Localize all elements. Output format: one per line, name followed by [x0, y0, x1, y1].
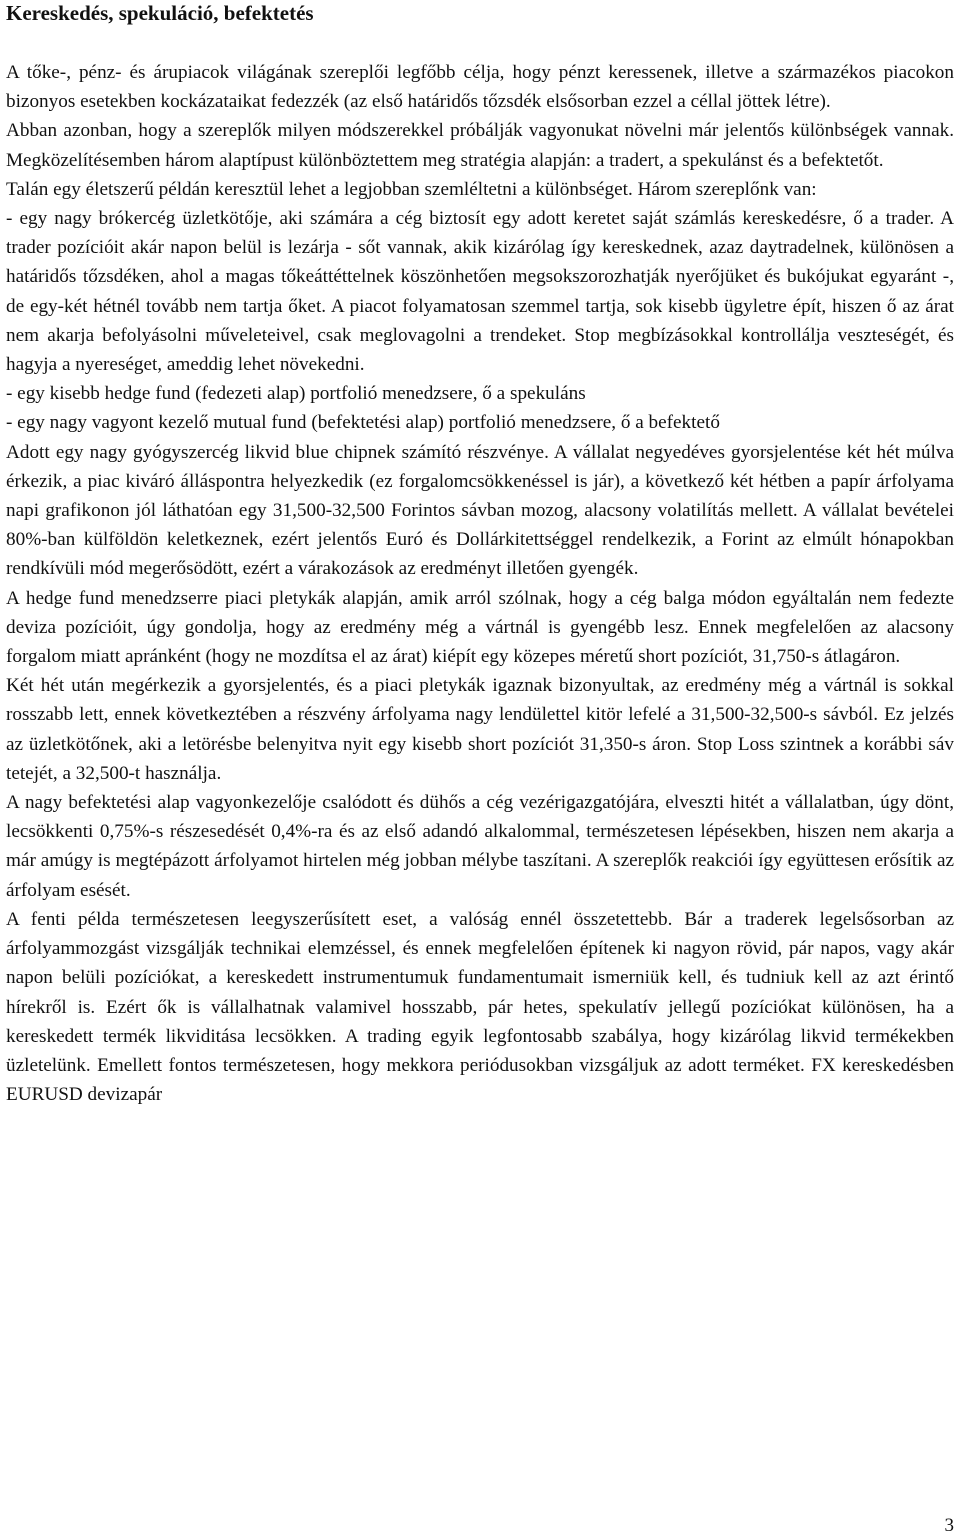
paragraph-breakout: Két hét után megérkezik a gyorsjelentés, és a piaci pletykák igaznak bizonyultak, az eredmény még a vártnál is sokkal rosszabb lett, ennek következtében a részvény árfolyama nagy lendülettel kitör lefelé a 31,500-32,500-s sávból. Ez jelzés az üzletkötőnek, aki a letörésbe belenyitva nyit egy kisebb short pozíciót 31,350-s áron. Stop Loss szintnek a korábbi sáv tetejét, a 32,500-t használja.: [6, 675, 954, 784]
paragraph-example-intro: Talán egy életszerű példán keresztül lehet a legjobban szemléltetni a különbséget. Három szereplőnk van:: [6, 178, 817, 200]
paragraph-hedge-fund: A hedge fund menedzserre piaci pletykák alapján, amik arról szólnak, hogy a cég balga módon egyáltalán nem fedezte deviza pozícióit, úgy gondolja, hogy az eredmény még a vártnál is gyengébb lesz. Ennek megfelelően az alacsony forgalom miatt apránként (hogy ne mozdítsa el az árat) kiépít egy közepes méretű short pozíciót, 31,750-s átlagáron.: [6, 587, 954, 668]
paragraph-speculator: - egy kisebb hedge fund (fedezeti alap) portfolió menedzsere, ő a spekuláns: [6, 383, 586, 405]
paragraph-scenario: Adott egy nagy gyógyszercég likvid blue chipnek számító részvénye. A vállalat negyedéves gyorsjelentése két hét múlva érkezik, a piac kiváró álláspontra helyezkedik (ez forgalomcsökkenéssel is jár), a következő két hétben a papír árfolyama napi grafikonon jól láthatóan egy 31,500-32,500 Forintos sávban mozog, alacsony volatilítás mellett. A vállalat bevételei 80%-ban külföldön keletkeznek, ezért jelentős Euró és Dollárkitettséggel rendelkezik, a Forint az elmúlt hónapokban rendkívüli mód megerősödött, ezért a várakozások az eredményt illetően gyengék.: [6, 441, 954, 580]
document-body: [6, 58, 954, 1109]
paragraph-investor: - egy nagy vagyont kezelő mutual fund (befektetési alap) portfolió menedzsere, ő a befektető: [6, 412, 720, 434]
page-number: 3: [944, 1515, 954, 1536]
paragraph-trader: - egy nagy brókercég üzletkötője, aki számára a cég biztosít egy adott keretet saját számlás kereskedésre, ő a trader. A trader pozícióit akár napon belül is lezárja - sőt vannak, akik kizárólag így kereskednek, azaz daytradelnek, különösen a határidős tőzsdéken, ahol a magas tőkeáttéttelnek köszönhetően megsokszorozhatják nyerőjüket és bukójukat egyaránt -, de egy-két hétnél tovább nem tartja őket. A piacot folyamatosan szemmel tartja, sok kisebb ügyletre épít, hiszen ő az árat nem akarja befolyásolni műveleteivel, csak meglovagolni a trendeket. Stop megbízásokkal kontrollálja veszteségét, és hagyja a nyereséget, ameddig lehet növekedni.: [6, 208, 954, 376]
document-title: Kereskedés, spekuláció, befektetés: [6, 1, 314, 25]
paragraph-intro: A tőke-, pénz- és árupiacok világának szereplői legfőbb célja, hogy pénzt keressenek, illetve a származékos piacokon bizonyos esetekben kockázataikat fedezzék (az első határidős tőzsdék elsősorban ezzel a céllal jöttek létre).: [6, 62, 954, 113]
paragraph-mutual-fund: A nagy befektetési alap vagyonkezelője csalódott és dühős a cég vezérigazgatójára, elveszti hitét a vállalatban, úgy dönt, lecsökkenti 0,75%-s részesedését 0,4%-ra és az első adandó alkalommal, természetesen lépésekben, hiszen nem akarja a már amúgy is megtépázott árfolyamot hirtelen még jobban mélybe taszítani. A szereplők reakciói így együttesen erősítik az árfolyam esését.: [6, 792, 954, 901]
paragraph-approaches: Abban azonban, hogy a szereplők milyen módszerekkel próbálják vagyonukat növelni már jelentős különbségek vannak. Megközelítésemben három alaptípust különböztettem meg stratégia alapján: a tradert, a spekulánst és a befektetőt.: [6, 120, 954, 171]
paragraph-conclusion: A fenti példa természetesen leegyszerűsített eset, a valóság ennél összetettebb. Bár a traderek legelsősorban az árfolyammozgást vizsgálják technikai elemzéssel, és ennek megfelelően építenek ki nagyon rövid, pár napos, vagy akár napon belüli pozíciókat, a kereskedett instrumentumuk fundamentumait ismerniük kell, és tudniuk kell az azt érintő hírekről is. Ezért ők is vállalhatnak valamivel hosszabb, pár hetes, spekulatív jellegű pozíciókat különösen, ha a kereskedett termék likviditása lecsökken. A trading egyik legfontosabb szabálya, hogy kizárólag likvid termékekben üzletelünk. Emellett fontos természetesen, hogy mekkora periódusokban vizsgáljuk az adott terméket. FX kereskedésben EURUSD devizapár: [6, 908, 954, 1106]
